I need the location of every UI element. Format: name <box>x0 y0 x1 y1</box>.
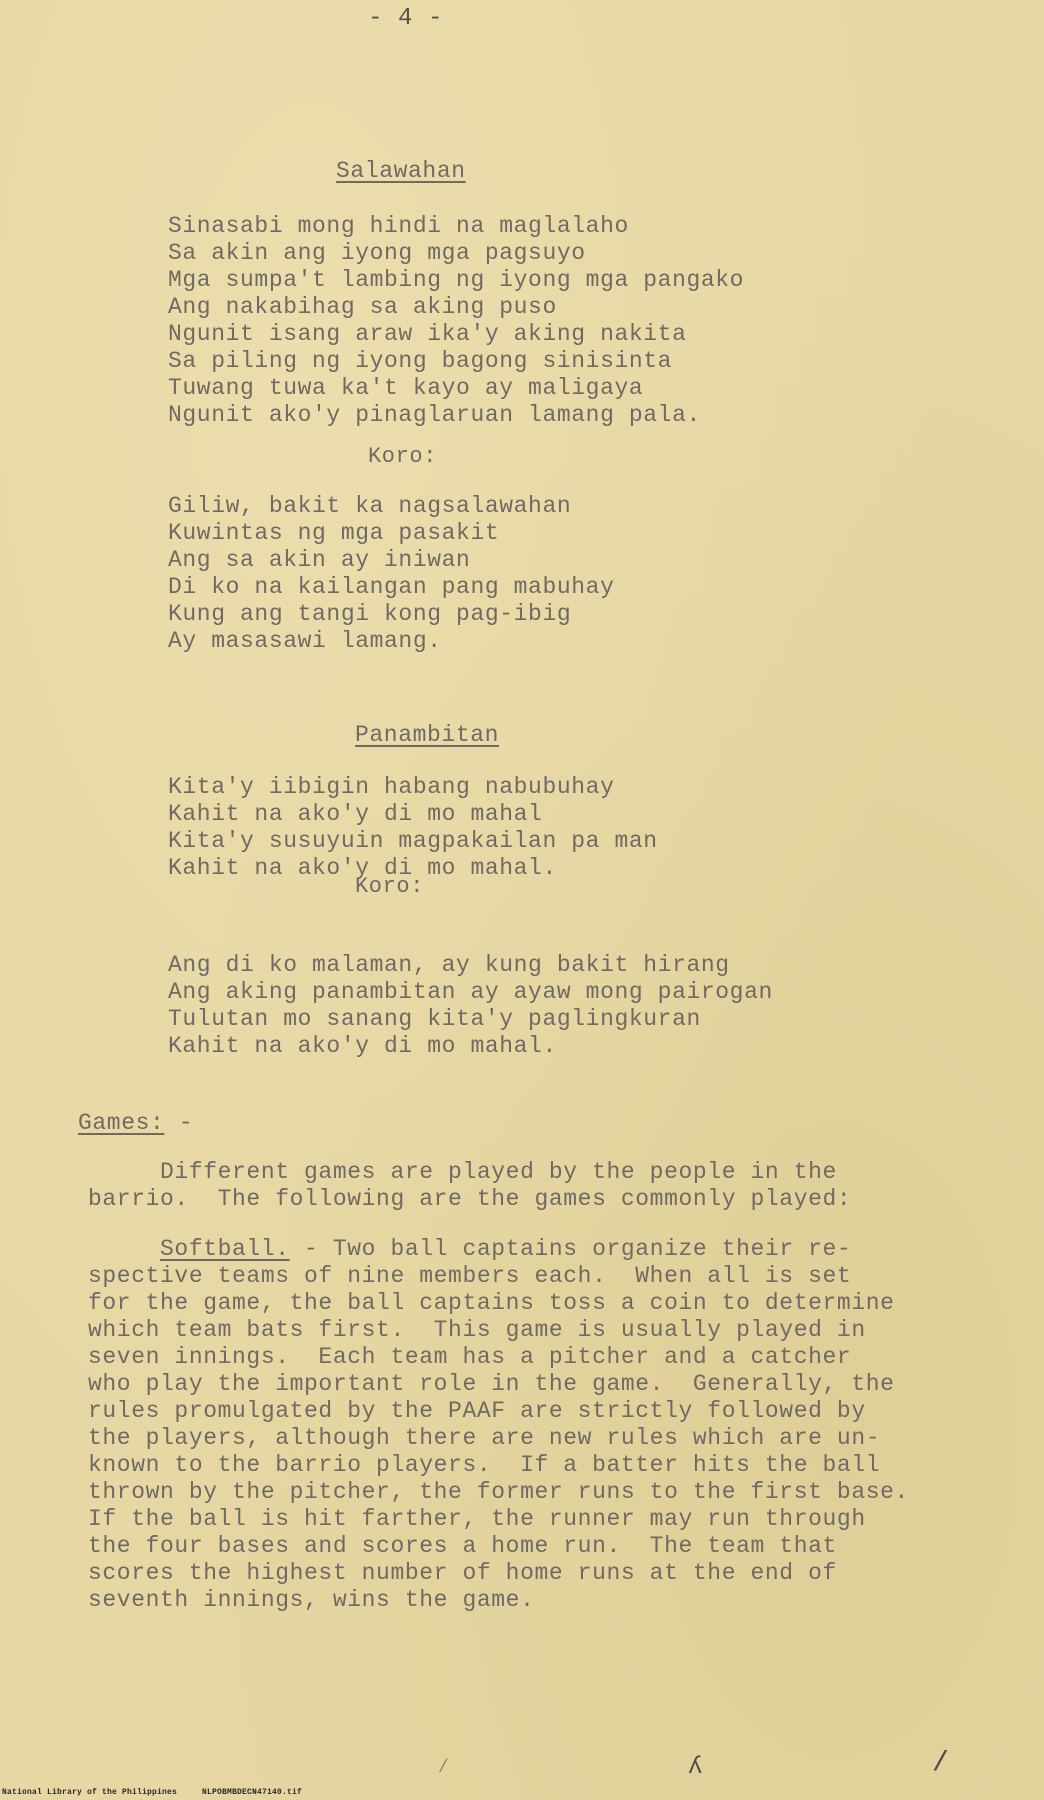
song1-verse-line: Ngunit isang araw ika'y aking nakita <box>168 321 687 347</box>
pencil-mark: ʎ <box>688 1754 703 1781</box>
softball-line: If the ball is hit farther, the runner may run through <box>88 1506 866 1532</box>
archive-footer: National Library of the Philippines NLPOBMBDECN47140.tif <box>2 1788 303 1797</box>
song2-verse-line: Kita'y iibigin habang nabubuhay <box>168 774 615 800</box>
song1-verse-line: Sa piling ng iyong bagong sinisinta <box>168 348 673 374</box>
song2-verse-line: Kita'y susuyuin magpakailan pa man <box>168 828 658 854</box>
song1-title: Salawahan <box>336 158 466 184</box>
song1-verse-line: Tuwang tuwa ka't kayo ay maligaya <box>168 375 644 401</box>
song2-chorus-line: Kahit na ako'y di mo mahal. <box>168 1033 557 1059</box>
song1-verse-line: Mga sumpa't lambing ng iyong mga pangako <box>168 267 745 293</box>
song2-chorus-label: Koro: <box>355 874 425 899</box>
softball-line: the players, although there are new rules which are un- <box>88 1425 881 1451</box>
song2-verse-line: Kahit na ako'y di mo mahal. <box>168 855 557 881</box>
softball-line: rules promulgated by the PAAF are strictly followed by <box>88 1398 866 1424</box>
song2-chorus-line: Ang di ko malaman, ay kung bakit hirang <box>168 952 730 978</box>
softball-line: scores the highest number of home runs at the end of <box>88 1560 837 1586</box>
softball-line: known to the barrio players. If a batter hits the ball <box>88 1452 881 1478</box>
song2-chorus-line: Ang aking panambitan ay ayaw mong pairogan <box>168 979 773 1005</box>
softball-line: thrown by the pitcher, the former runs to the first base. <box>88 1479 909 1505</box>
song1-chorus-line: Di ko na kailangan pang mabuhay <box>168 574 615 600</box>
softball-line: for the game, the ball captains toss a coin to determine <box>88 1290 895 1316</box>
song1-chorus-line: Ang sa akin ay iniwan <box>168 547 471 573</box>
song2-chorus-line: Tulutan mo sanang kita'y paglingkuran <box>168 1006 701 1032</box>
song2-verse-line: Kahit na ako'y di mo mahal <box>168 801 543 827</box>
softball-line: which team bats first. This game is usually played in <box>88 1317 866 1343</box>
softball-title: Softball. <box>160 1236 290 1262</box>
page-number: - 4 - <box>368 5 444 32</box>
softball-line: who play the important role in the game. Generally, the <box>88 1371 895 1397</box>
softball-line: seventh innings, wins the game. <box>88 1587 535 1613</box>
song2-title: Panambitan <box>355 722 500 748</box>
pencil-mark: / <box>438 1758 449 1778</box>
song1-chorus-line: Kung ang tangi kong pag-ibig <box>168 601 572 627</box>
song1-verse-line: Sa akin ang iyong mga pagsuyo <box>168 240 586 266</box>
softball-line: spective teams of nine members each. When all is set <box>88 1263 852 1289</box>
pencil-mark: / <box>932 1748 949 1779</box>
games-heading: Games: <box>78 1110 165 1136</box>
softball-line: Softball. - Two ball captains organize their re- <box>160 1236 852 1262</box>
softball-line: seven innings. Each team has a pitcher and a catcher <box>88 1344 852 1370</box>
song1-verse-line: Ngunit ako'y pinaglaruan lamang pala. <box>168 402 701 428</box>
games-intro-line: Different games are played by the people in the <box>88 1159 837 1185</box>
games-heading-row <box>78 1110 193 1136</box>
games-intro-line: barrio. The following are the games commonly played: <box>88 1186 852 1212</box>
softball-line: the four bases and scores a home run. The team that <box>88 1533 837 1559</box>
song1-verse-line: Sinasabi mong hindi na maglalaho <box>168 213 629 239</box>
song1-chorus-line: Ay masasawi lamang. <box>168 628 442 654</box>
song1-verse-line: Ang nakabihag sa aking puso <box>168 294 557 320</box>
song1-chorus-label: Koro: <box>368 444 438 469</box>
song1-chorus-line: Giliw, bakit ka nagsalawahan <box>168 493 572 519</box>
games-heading-dash: - <box>164 1110 194 1136</box>
song1-chorus-line: Kuwintas ng mga pasakit <box>168 520 500 546</box>
